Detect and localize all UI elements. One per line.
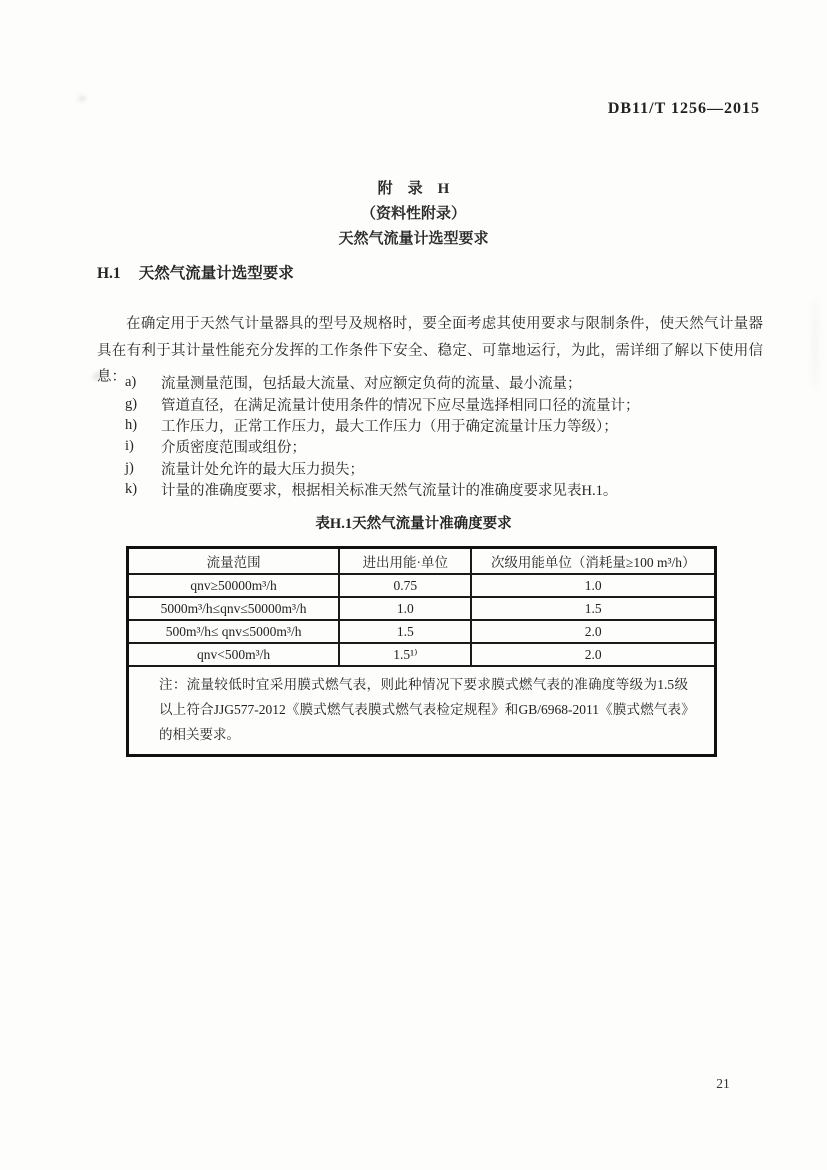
list-item-label: a) bbox=[125, 374, 137, 391]
list-item-label: k) bbox=[125, 481, 138, 498]
list-item bbox=[125, 458, 745, 479]
list-item-text: 流量计处允许的最大压力损失； bbox=[161, 461, 364, 478]
list-item-label: i) bbox=[125, 438, 134, 455]
list-item-text: 管道直径，在满足流量计使用条件的情况下应尽量选择相同口径的流量计； bbox=[161, 397, 640, 414]
accuracy-table bbox=[126, 546, 717, 757]
table-note: 注：流量较低时宜采用膜式燃气表，则此种情况下要求膜式燃气表的准确度等级为1.5级以上符合JJG577-2012《膜式燃气表膜式燃气表检定规程》和GB/6968-2011《膜式燃气表》的相关要求。 bbox=[128, 666, 716, 756]
list-item-label: g) bbox=[125, 395, 138, 412]
list-item-text: 计量的准确度要求，根据相关标准天然气流量计的准确度要求见表H.1。 bbox=[161, 483, 618, 500]
standard-code: DB11/T 1256—2015 bbox=[607, 100, 760, 117]
list-item-text: 流量测量范围，包括最大流量、对应额定负荷的流量、最小流量； bbox=[161, 376, 582, 393]
requirements-list bbox=[125, 372, 745, 500]
list-item bbox=[125, 372, 745, 393]
table-cell: qnv<500m³/h bbox=[128, 643, 340, 666]
table-cell: 1.5 bbox=[471, 597, 715, 620]
table-cell: 2.0 bbox=[471, 620, 715, 643]
table-cell: qnv≥50000m³/h bbox=[128, 574, 340, 597]
scan-artifact bbox=[78, 96, 86, 101]
table-header-row bbox=[128, 548, 716, 575]
table-row bbox=[128, 643, 716, 666]
appendix-subtitle: （资料性附录） bbox=[360, 206, 466, 222]
table-cell: 5000m³/h≤qnv≤50000m³/h bbox=[128, 597, 340, 620]
table-header-cell: 流量范围 bbox=[128, 548, 340, 575]
table-row bbox=[128, 574, 716, 597]
table-note-row bbox=[128, 666, 716, 756]
list-item bbox=[125, 415, 745, 436]
table-cell: 1.5¹⁾ bbox=[339, 643, 471, 666]
list-item bbox=[125, 436, 745, 457]
list-item bbox=[125, 393, 745, 414]
table-header-cell: 进出用能·单位 bbox=[339, 548, 471, 575]
section-number: H.1 bbox=[97, 265, 121, 282]
table-cell: 1.5 bbox=[339, 620, 471, 643]
table-caption: 表H.1天然气流量计准确度要求 bbox=[315, 516, 512, 532]
scan-artifact bbox=[812, 300, 818, 390]
table-cell: 500m³/h≤ qnv≤5000m³/h bbox=[128, 620, 340, 643]
section-title: 天然气流量计选型要求 bbox=[138, 265, 294, 282]
appendix-topic: 天然气流量计选型要求 bbox=[338, 231, 489, 247]
table-header-cell: 次级用能单位（消耗量≥100 m³/h） bbox=[471, 548, 715, 575]
table-row bbox=[128, 620, 716, 643]
list-item-label: j) bbox=[125, 459, 134, 476]
list-item-text: 工作压力，正常工作压力，最大工作压力（用于确定流量计压力等级）； bbox=[161, 418, 618, 435]
list-item-label: h) bbox=[125, 416, 138, 433]
table-cell: 0.75 bbox=[339, 574, 471, 597]
appendix-title-block bbox=[0, 177, 827, 252]
list-item-text: 介质密度范围或组份； bbox=[161, 440, 306, 457]
intro-paragraph: 在确定用于天然气计量器具的型号及规格时，要全面考虑其使用要求与限制条件，使天然气计量器具在有利于其计量性能充分发挥的工作条件下安全、稳定、可靠地运行，为此，需详细了解以下使用信息： bbox=[97, 316, 763, 385]
section-heading bbox=[97, 261, 294, 283]
table-cell: 1.0 bbox=[339, 597, 471, 620]
page-number: 21 bbox=[716, 1076, 730, 1091]
table-cell: 1.0 bbox=[471, 574, 715, 597]
list-item bbox=[125, 479, 745, 500]
table-row bbox=[128, 597, 716, 620]
table-cell: 2.0 bbox=[471, 643, 715, 666]
appendix-title: 附 录 H bbox=[377, 181, 450, 197]
